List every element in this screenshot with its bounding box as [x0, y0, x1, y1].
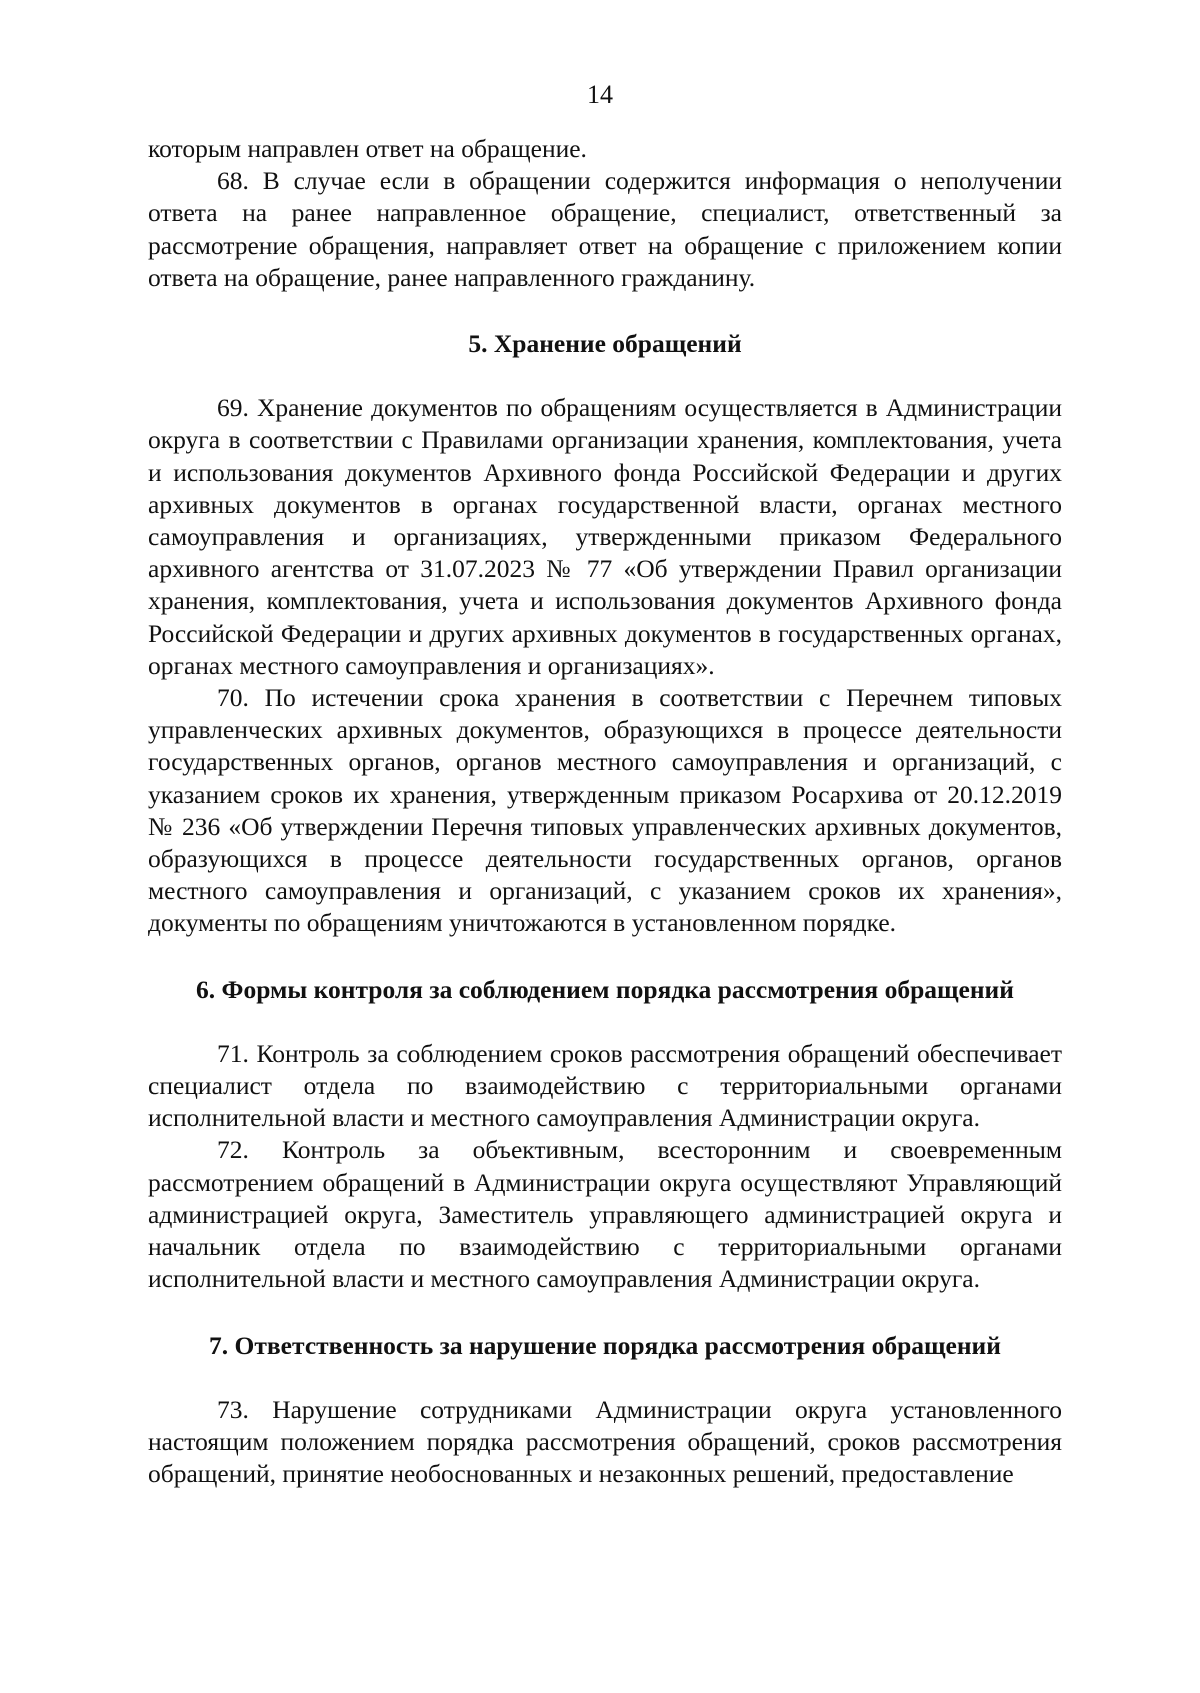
paragraph-72: 72. Контроль за объективным, всесторонним и своевременным рассмотрением обращений в Администрации округа осуществляют Управляющий администрацией округа, Заместитель управляющего администрацией округа и начальник отдела по взаимодействию с территориальными органами исполнительной власти и местного самоуправления Администрации округа.	[148, 1135, 1062, 1294]
document-body	[148, 133, 1062, 1490]
paragraph-carryover: которым направлен ответ на обращение.	[148, 134, 587, 163]
section-6-heading: 6. Формы контроля за соблюдением порядка рассмотрения обращений	[196, 974, 1014, 1004]
paragraph-70: 70. По истечении срока хранения в соответствии с Перечнем типовых управленческих архивных документов, образующихся в процессе деятельности государственных органов, органов местного самоуправления и организаций, с указанием сроков их хранения, утвержденным приказом Росархива от 20.12.2019 № 236 «Об утверждении Перечня типовых управленческих архивных документов, образующихся в процессе деятельности государственных органов, органов местного самоуправления и организаций, с указанием сроков их хранения», документы по обращениям уничтожаются в установленном порядке.	[148, 683, 1062, 938]
paragraph-68: 68. В случае если в обращении содержится информация о неполучении ответа на ранее направленное обращение, специалист, ответственный за рассмотрение обращения, направляет ответ на обращение с приложением копии ответа на обращение, ранее направленного гражданину.	[148, 166, 1062, 292]
paragraph-71: 71. Контроль за соблюдением сроков рассмотрения обращений обеспечивает специалист отдела по взаимодействию с территориальными органами исполнительной власти и местного самоуправления Администрации округа.	[148, 1038, 1062, 1133]
page-number: 14	[587, 80, 613, 109]
paragraph-69: 69. Хранение документов по обращениям осуществляется в Администрации округа в соответствии с Правилами организации хранения, комплектования, учета и использования документов Архивного фонда Российской Федерации и других архивных документов в органах государственной власти, органах местного самоуправления и организациях, утвержденными приказом Федерального архивного агентства от 31.07.2023 № 77 «Об утверждении Правил организации хранения, комплектования, учета и использования документов Архивного фонда Российской Федерации и других архивных документов в государственных органах, органах местного самоуправления и организациях».	[148, 393, 1062, 680]
paragraph-73: 73. Нарушение сотрудниками Администрации округа установленного настоящим положением порядка рассмотрения обращений, сроков рассмотрения обращений, принятие необоснованных и незаконных решений, предоставление	[148, 1394, 1062, 1489]
section-5-heading: 5. Хранение обращений	[468, 329, 742, 359]
section-7-heading: 7. Ответственность за нарушение порядка рассмотрения обращений	[209, 1330, 1001, 1360]
